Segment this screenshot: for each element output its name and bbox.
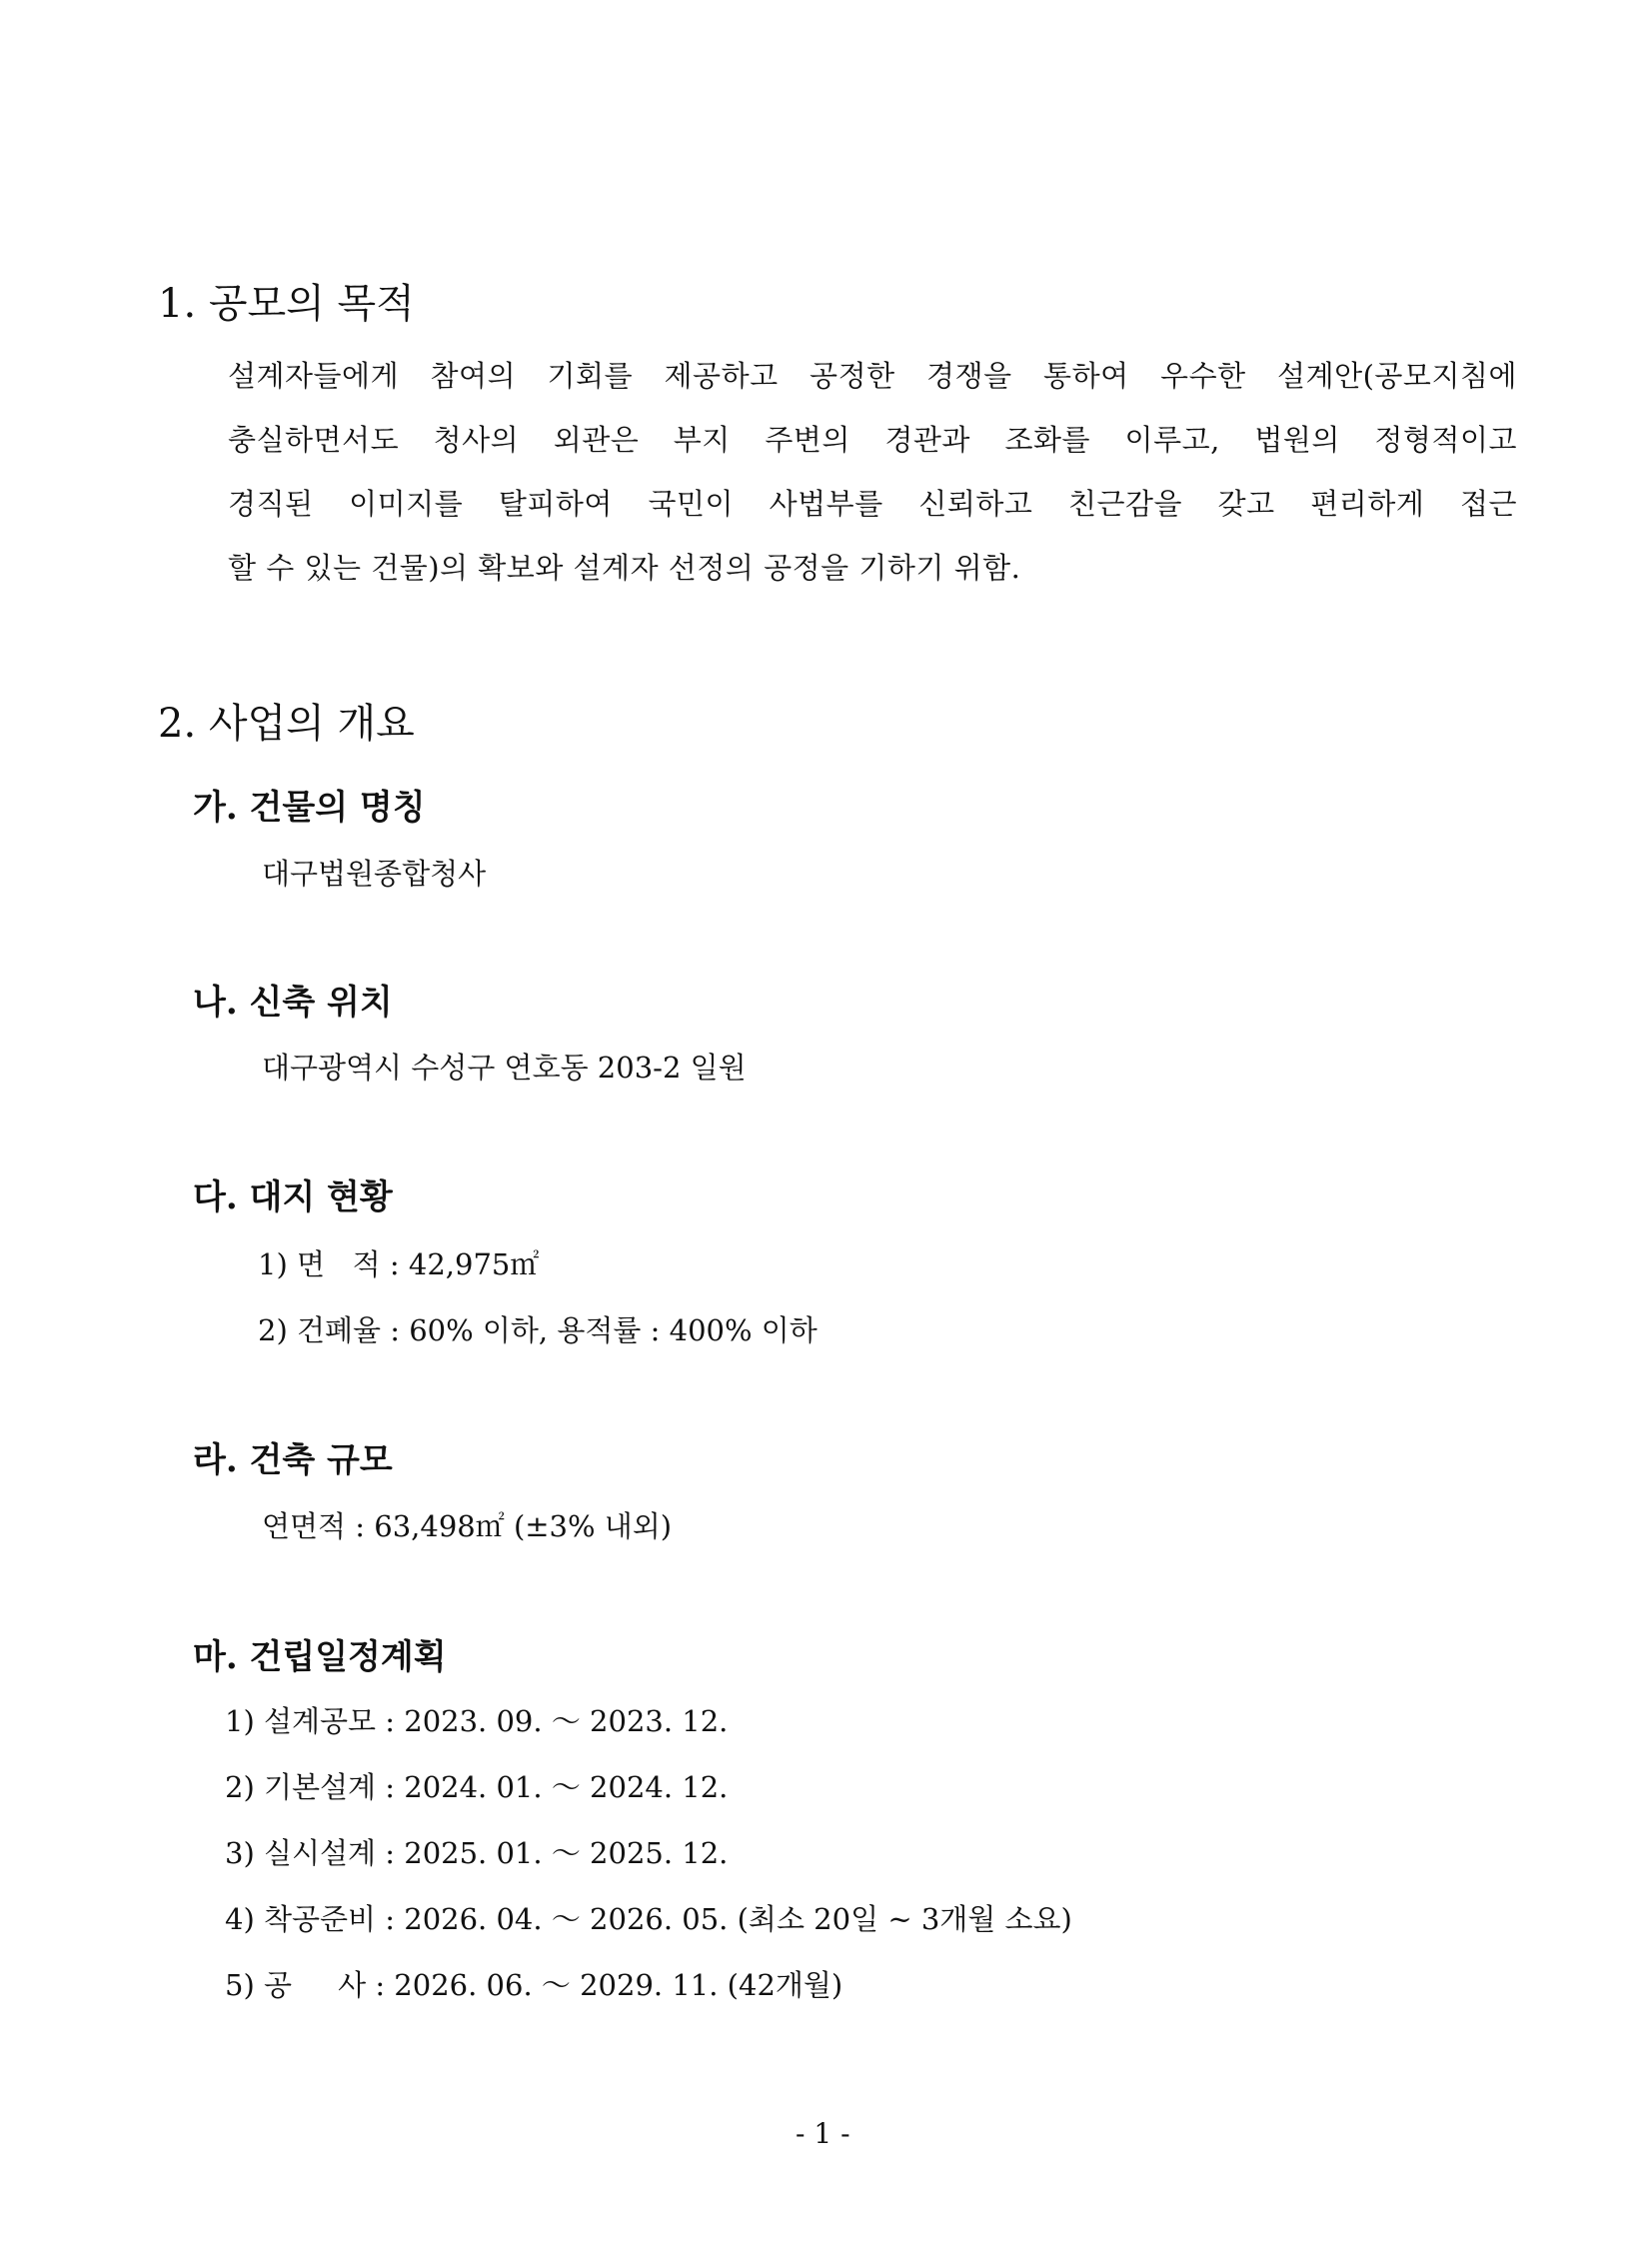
paragraph-line: 설계자들에게 참여의 기회를 제공하고 공정한 경쟁을 통하여 우수한 설계안(공모지침에	[228, 359, 1517, 393]
coverage-ratio: 2) 건폐율 : 60% 이하, 용적률 : 400% 이하	[258, 1313, 818, 1347]
paragraph-line: 할 수 있는 건물)의 확보와 설계자 선정의 공정을 기하기 위함.	[228, 551, 1021, 585]
subsection-ma-heading: 마. 건립일정계획	[193, 1637, 447, 1677]
paragraph-line: 경직된 이미지를 탈피하여 국민이 사법부를 신뢰하고 친근감을 갖고 편리하게 접근	[228, 487, 1517, 521]
schedule-item: 4) 착공준비 : 2026. 04. ～ 2026. 05. (최소 20일 ~ 3개월 소요)	[225, 1902, 1072, 1936]
subsection-ra-heading: 라. 건축 규모	[193, 1440, 393, 1480]
paragraph-line: 충실하면서도 청사의 외관은 부지 주변의 경관과 조화를 이루고, 법원의 정형적이고	[228, 423, 1517, 457]
total-floor-area: 연면적 : 63,498㎡ (±3% 내외)	[262, 1509, 673, 1543]
section-2-heading: 2. 사업의 개요	[158, 701, 415, 747]
section-1-heading: 1. 공모의 목적	[158, 281, 415, 327]
site-area: 1) 면 적 : 42,975㎡	[258, 1247, 540, 1281]
schedule-item: 1) 설계공모 : 2023. 09. ～ 2023. 12.	[225, 1704, 729, 1738]
schedule-item: 5) 공 사 : 2026. 06. ～ 2029. 11. (42개월)	[225, 1968, 843, 2002]
section-1-paragraph	[228, 344, 1517, 600]
page-number: - 1 -	[796, 2117, 850, 2150]
schedule-item: 2) 기본설계 : 2024. 01. ～ 2024. 12.	[225, 1770, 729, 1804]
subsection-da-heading: 다. 대지 현황	[193, 1177, 393, 1217]
subsection-na-heading: 나. 신축 위치	[193, 983, 393, 1023]
construction-location: 대구광역시 수성구 연호동 203-2 일원	[262, 1051, 747, 1085]
schedule-item: 3) 실시설계 : 2025. 01. ～ 2025. 12.	[225, 1836, 729, 1870]
subsection-ga-heading: 가. 건물의 명칭	[193, 788, 426, 828]
building-name: 대구법원종합청사	[262, 857, 487, 891]
